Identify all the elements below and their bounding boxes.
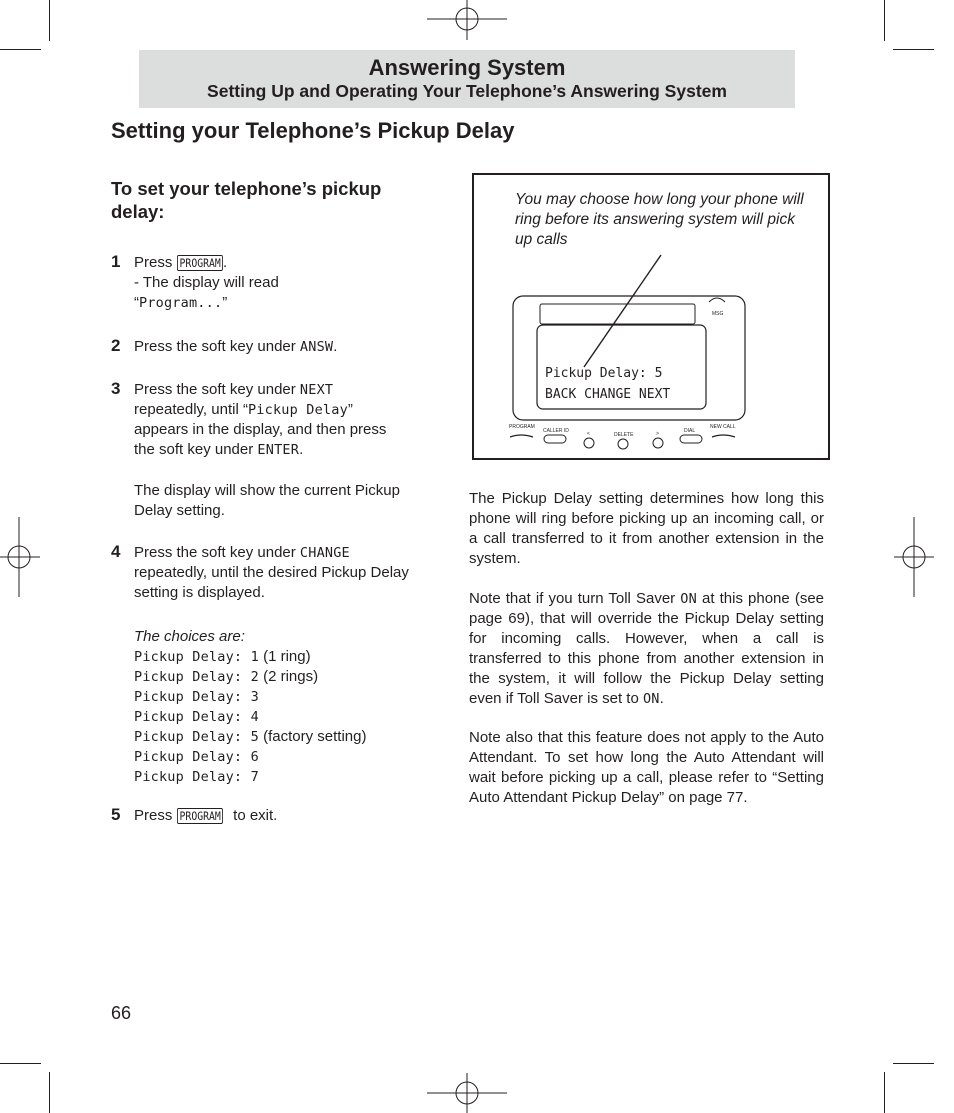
chapter-subtitle: Setting Up and Operating Your Telephone’s Answering System [207,81,727,101]
step-2 [134,337,409,357]
step-text: to exit. [233,807,278,824]
soft-key-label: CHANGE [299,545,350,561]
punctuation: . [299,441,304,458]
button-label-delete: DELETE [614,432,634,438]
msg-label: MSG [712,311,724,317]
step-number: 2 [111,336,121,355]
step-number: 3 [111,379,121,398]
choice-note: (1 ring) [263,648,311,665]
crop-mark [49,1072,50,1113]
display-text: Pickup Delay: 3 [134,689,259,705]
quote-mark: ” [222,294,228,311]
quote-mark: ” [347,401,353,418]
program-button-icon [510,435,533,437]
display-text: Pickup Delay [247,402,348,418]
step-5 [134,806,409,826]
crop-mark [0,1063,41,1064]
figure-caption: You may choose how long your phone will ring before its answering system will pick up calls [515,191,804,248]
lcd-line-2: BACK CHANGE NEXT [545,387,671,402]
lcd-line-1: Pickup Delay: 5 [545,366,663,381]
registration-mark-left [0,517,40,597]
display-text: Pickup Delay: 7 [134,769,259,785]
program-key-label: PROGRAM [177,808,223,824]
list-item [134,647,424,667]
chapter-header [139,50,795,108]
step-text: Press the soft key under [134,338,296,355]
list-item [134,687,424,707]
choice-note: (2 rings) [263,668,319,685]
step-3 [134,380,409,460]
section-title: Setting your Telephone’s Pickup Delay [111,118,515,143]
soft-key-label: NEXT [299,382,334,398]
step-text: Press [134,254,173,271]
step-1 [134,253,409,313]
display-text: Program... [139,295,223,311]
button-label-new-call: NEW CALL [710,424,736,430]
crop-mark [893,49,934,50]
right-button-icon [653,438,663,448]
body-paragraph-1: The Pickup Delay setting determines how long this phone will ring before picking up an incoming call, or a call transferred to it from another extension in the system. [469,490,824,567]
quote-mark: “ [134,294,139,311]
button-label-left: < [587,431,590,437]
step-3-note: The display will show the current Pickup Delay setting. [134,482,400,519]
button-label-right: > [656,431,659,437]
crop-mark [884,0,885,41]
crop-mark [893,1063,934,1064]
step-number: 1 [111,252,121,271]
display-text: Pickup Delay: 4 [134,709,259,725]
quote-mark: “ [242,401,248,418]
step-text: appears in the display, and then press the soft key under [134,421,387,458]
button-label-program: PROGRAM [509,424,535,430]
phone-illustration [500,250,760,450]
display-text: ON [680,591,697,607]
step-text: Press the soft key under [134,381,296,398]
body-paragraph-3: Note also that this feature does not apply to the Auto Attendant. To set how long the Auto Attendant will wait before picking up a call, please refer to “Setting Auto Attendant Pickup Delay” on page 77. [469,729,824,806]
choices-list [134,627,424,787]
list-item [134,747,424,767]
step-number: 4 [111,542,121,561]
registration-mark-top [427,0,507,40]
display-text: Pickup Delay: 6 [134,749,259,765]
step-text: repeatedly, until the desired Pickup Delay setting is displayed. [134,564,409,601]
procedure-heading: To set your telephone’s pickup delay: [111,178,382,222]
registration-mark-bottom [427,1073,507,1113]
chapter-title: Answering System [368,55,566,80]
step-text: repeatedly, until [134,401,239,418]
crop-mark [49,0,50,41]
step-4 [134,543,409,603]
punctuation: . [333,338,338,355]
crop-mark [0,49,41,50]
button-label-caller-id: CALLER ID [543,428,569,434]
registration-mark-right [894,517,934,597]
step-text: Press the soft key under [134,544,296,561]
dial-button-icon [680,435,702,443]
choice-note: (factory setting) [263,728,367,745]
step-number: 5 [111,805,121,824]
button-label-dial: DIAL [684,428,696,434]
caller-id-button-icon [544,435,566,443]
list-item [134,727,424,747]
display-text: Pickup Delay: 5 [134,729,259,745]
display-text: Pickup Delay: 1 [134,649,259,665]
step-text: - The display will read [134,274,279,291]
display-text: Pickup Delay: 2 [134,669,259,685]
choices-label: The choices are: [134,628,245,645]
soft-key-label: ANSW [299,339,334,355]
punctuation: . [222,254,228,271]
soft-key-label: ENTER [257,442,300,458]
display-text: ON [642,691,660,707]
delete-button-icon [618,439,628,449]
new-call-button-icon [712,435,735,437]
program-key-label: PROGRAM [177,255,223,271]
list-item [134,767,424,787]
step-text: Press [134,807,173,824]
page-number: 66 [111,1003,132,1023]
crop-mark [884,1072,885,1113]
list-item [134,707,424,727]
punctuation: . [659,690,664,707]
body-text: Note that if you turn Toll Saver [469,590,676,607]
body-paragraph-2 [469,589,824,709]
left-button-icon [584,438,594,448]
list-item [134,667,424,687]
body-text: at this phone (see page 69), that will override the Pickup Delay setting for incoming calls. However, when a call is transferred to this phone from another extension in the system, it will follow the Pickup Delay setting even if Toll Saver is set to [469,590,825,707]
